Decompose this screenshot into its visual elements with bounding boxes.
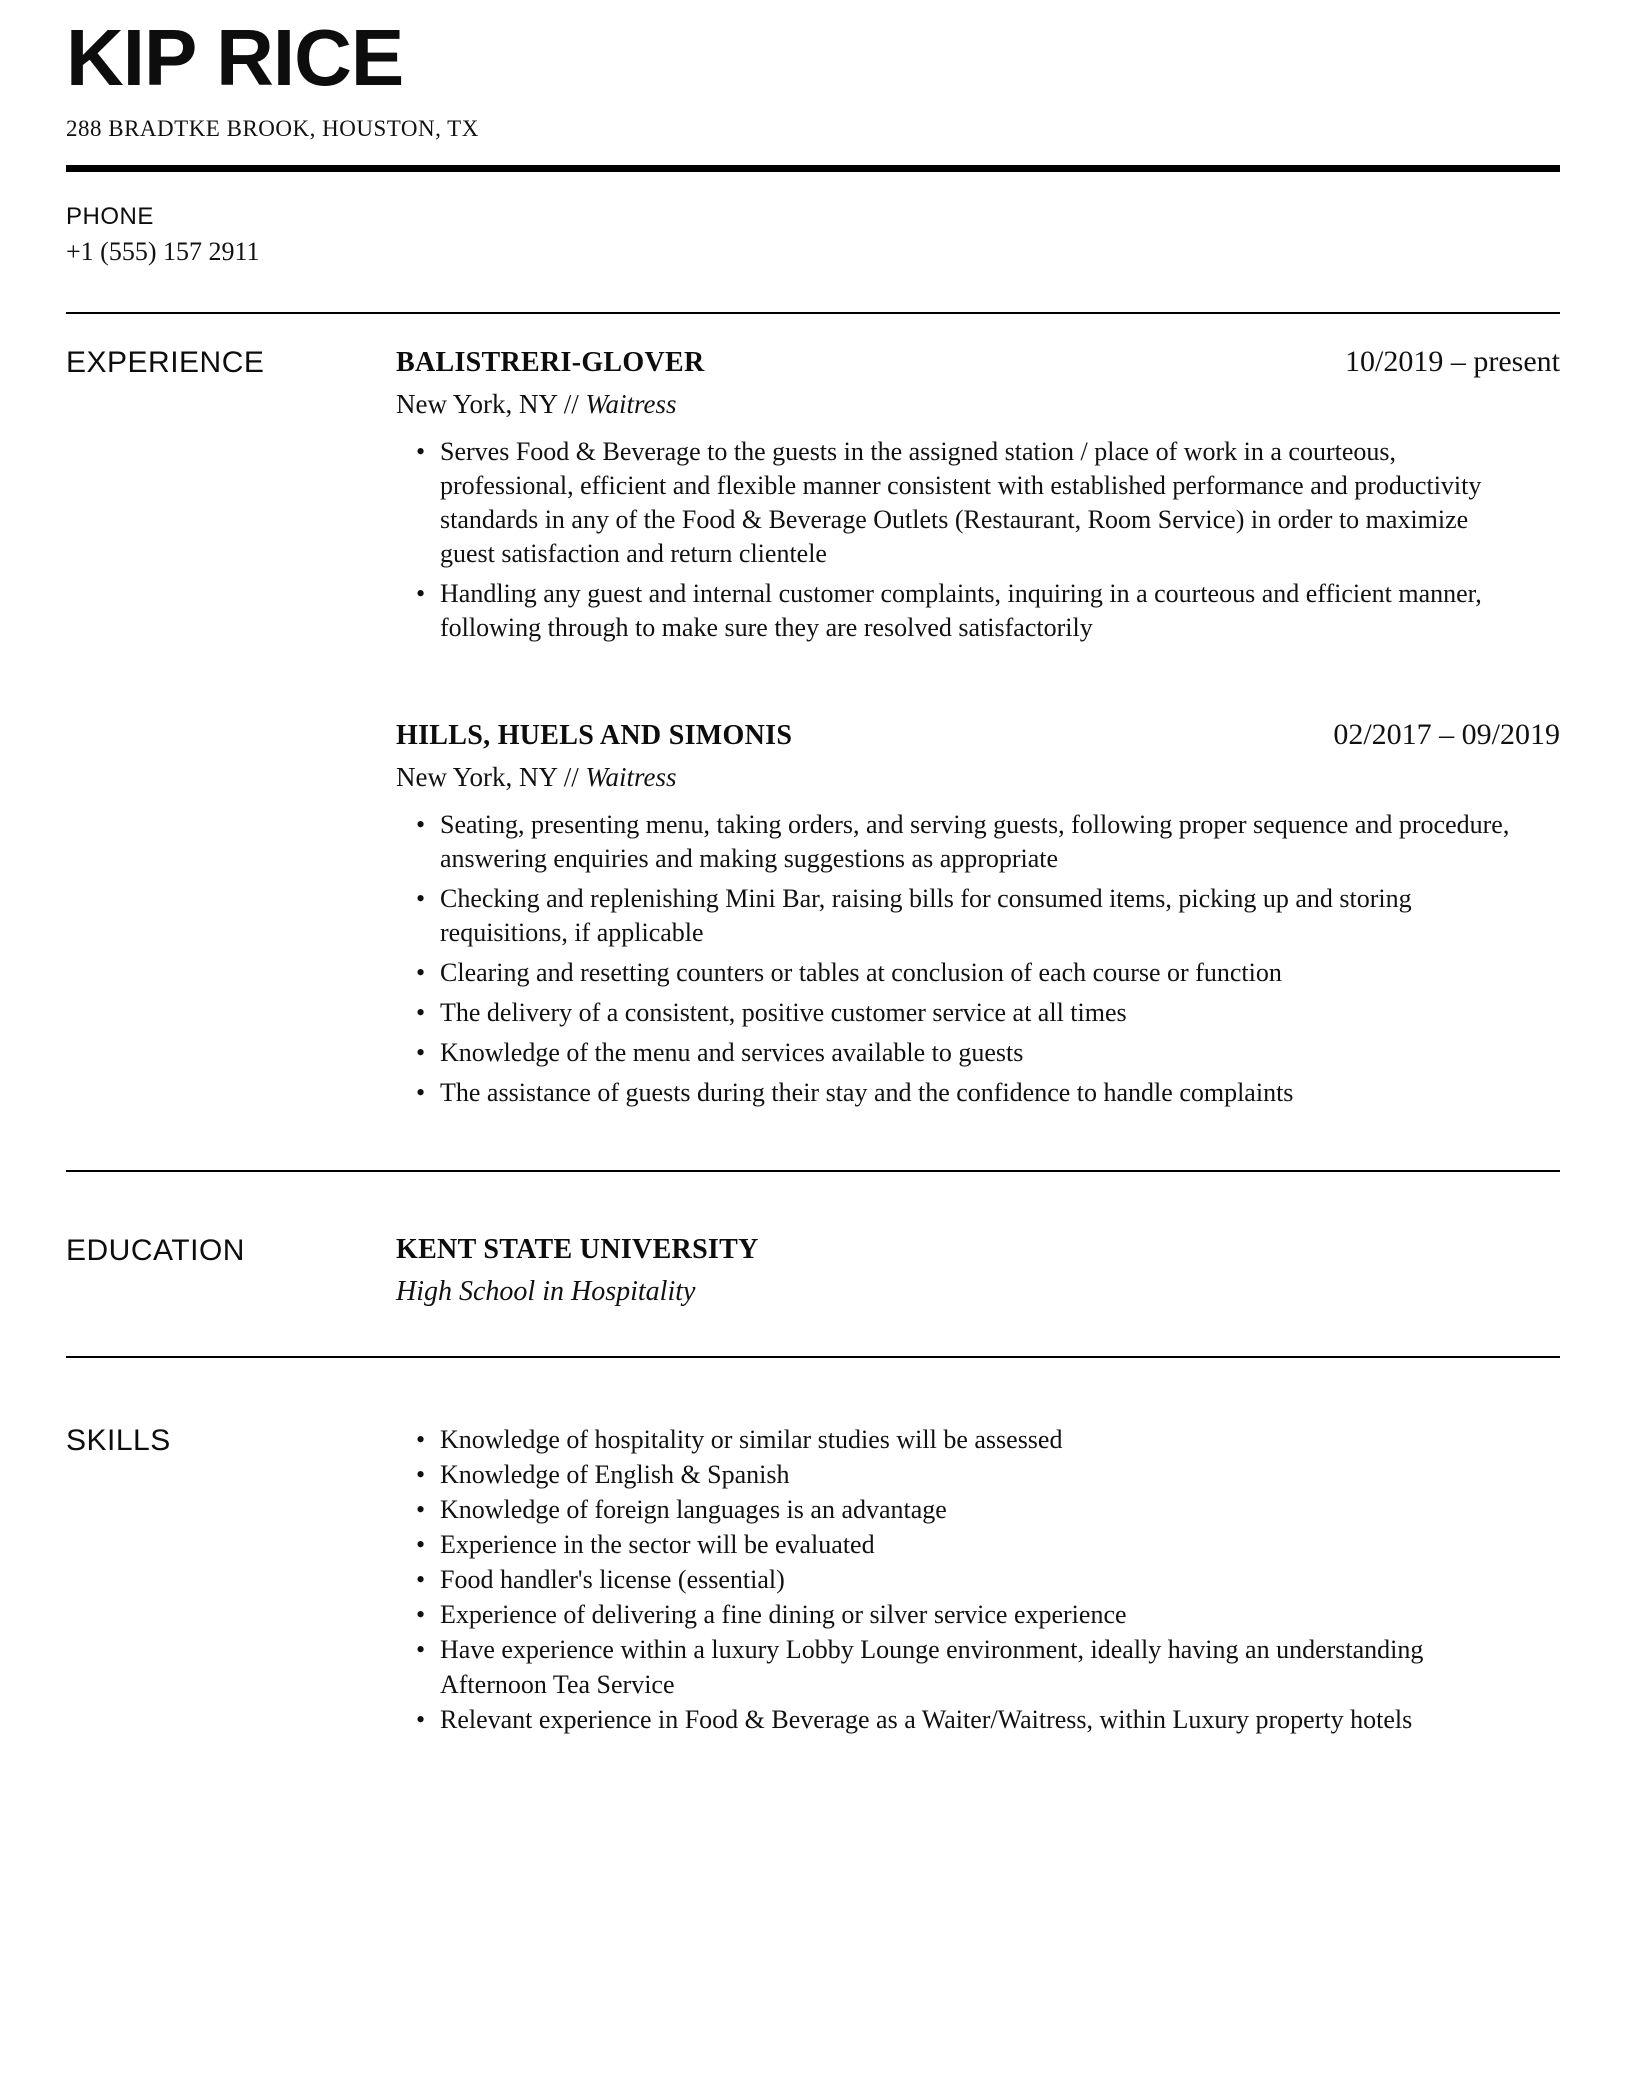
header-divider [66,165,1560,172]
experience-content [396,344,1560,1116]
job-bullet: • Clearing and resetting counters or tables at conclusion of each course or function [396,956,1526,990]
job-location: New York, NY [396,389,558,419]
skill-item: • Experience in the sector will be evaluated [396,1527,1526,1562]
degree-name: High School in Hospitality [396,1276,696,1307]
phone-number: +1 (555) 157 2911 [66,237,260,266]
job-bullet-list [396,808,1526,1110]
job-dates: 10/2019 – present [1345,345,1560,378]
person-address: 288 BRADTKE BROOK, HOUSTON, TX [66,116,479,141]
job-location-role [396,760,1560,794]
job-header [396,344,1560,381]
job-separator: // [563,389,579,419]
skills-section-label: SKILLS [66,1424,171,1457]
job-bullet: • Serves Food & Beverage to the guests in the assigned station / place of work in a courteous, professional, efficient and flexible manner consistent with established performance and productivity standards in any of the Food & Beverage Outlets (Restaurant, Room Service) in order to maximize guest satisfaction and return clientele [396,435,1526,571]
experience-section-label: EXPERIENCE [66,346,265,379]
phone-label: PHONE [66,203,154,230]
skill-item: • Experience of delivering a fine dining or silver service experience [396,1597,1526,1632]
company-name: BALISTRERI-GLOVER [396,347,705,378]
education-content [396,1232,1560,1310]
skills-list [396,1422,1526,1737]
company-name: HILLS, HUELS AND SIMONIS [396,720,793,751]
skills-section [66,1358,1560,1737]
job-bullet: • The assistance of guests during their stay and the confidence to handle complaints [396,1076,1526,1110]
skill-item: • Knowledge of hospitality or similar studies will be assessed [396,1422,1526,1457]
skill-item: • Knowledge of foreign languages is an advantage [396,1492,1526,1527]
education-section [66,1172,1560,1356]
job-bullet: • Knowledge of the menu and services available to guests [396,1036,1526,1070]
job-role: Waitress [585,762,677,792]
experience-section [66,314,1560,1170]
skill-item: • Relevant experience in Food & Beverage as a Waiter/Waitress, within Luxury property hotels [396,1702,1526,1737]
job-location: New York, NY [396,762,558,792]
job-dates: 02/2017 – 09/2019 [1333,718,1560,751]
skill-item: • Food handler's license (essential) [396,1562,1526,1597]
school-name: KENT STATE UNIVERSITY [396,1234,759,1265]
person-name: KIP RICE [66,13,404,102]
job-role: Waitress [585,389,677,419]
job-bullet-list [396,435,1526,645]
education-section-label: EDUCATION [66,1234,245,1267]
skill-item: • Have experience within a luxury Lobby Lounge environment, ideally having an understanding Afternoon Tea Service [396,1632,1526,1702]
job-location-role [396,387,1560,421]
contact-block [66,202,1560,268]
job-header [396,717,1560,754]
job-bullet: • Handling any guest and internal customer complaints, inquiring in a courteous and efficient manner, following through to make sure they are resolved satisfactorily [396,577,1526,645]
skill-item: • Knowledge of English & Spanish [396,1457,1526,1492]
job-bullet: • Seating, presenting menu, taking orders, and serving guests, following proper sequence and procedure, answering enquiries and making suggestions as appropriate [396,808,1526,876]
job-entry-2 [396,717,1560,1110]
job-separator: // [563,762,579,792]
job-bullet: • The delivery of a consistent, positive customer service at all times [396,996,1526,1030]
job-entry-1 [396,344,1560,645]
resume-header [66,13,1560,143]
job-bullet: • Checking and replenishing Mini Bar, raising bills for consumed items, picking up and storing requisitions, if applicable [396,882,1526,950]
